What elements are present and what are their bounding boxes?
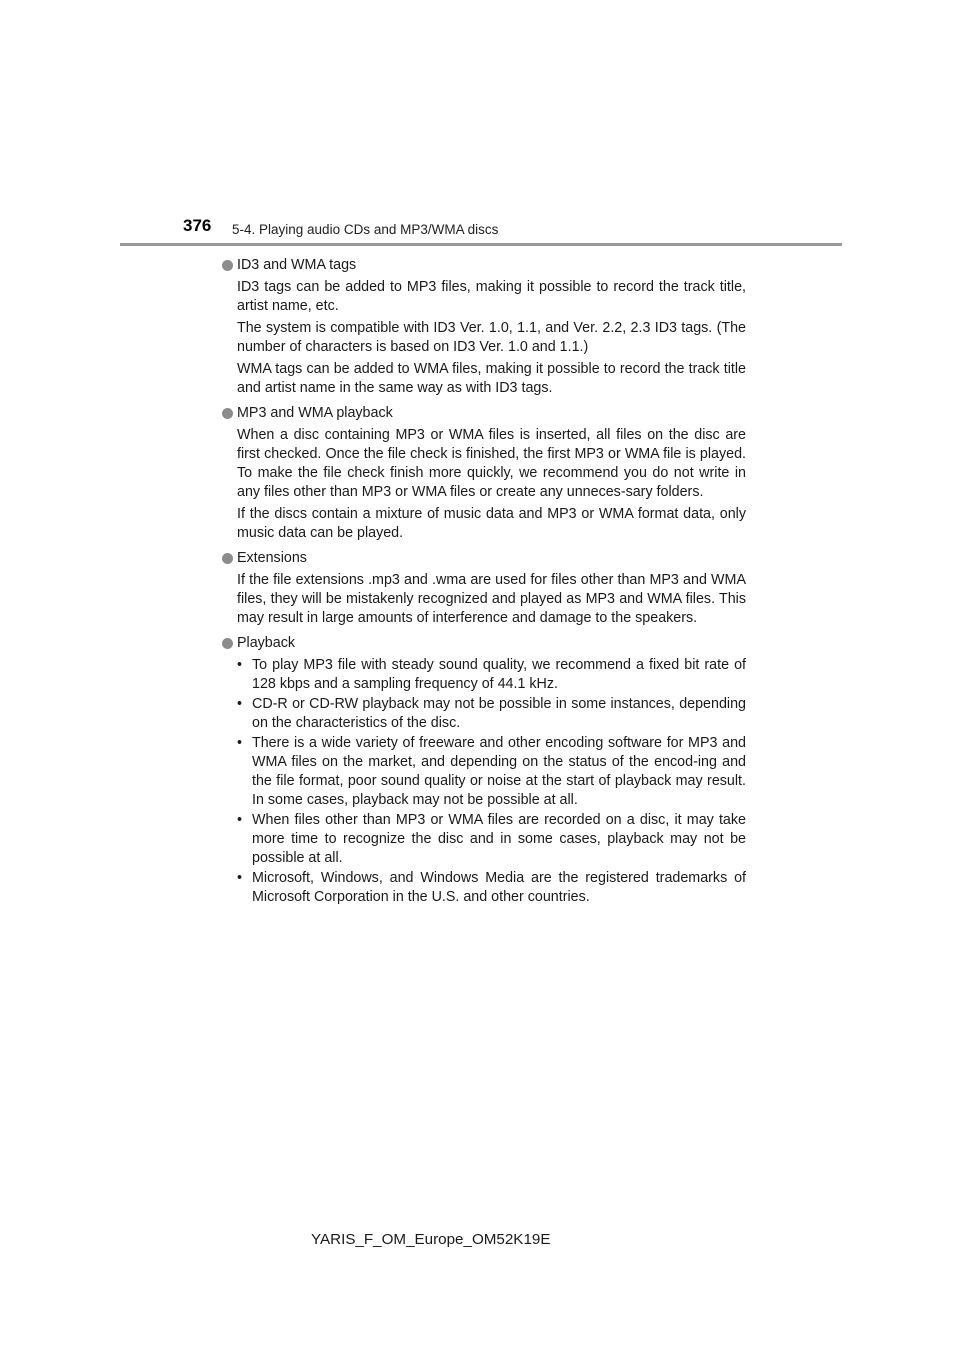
playback-list [237,656,746,907]
paragraph: When a disc containing MP3 or WMA files is inserted, all files on the disc are first checked. Once the file check is finished, the first MP3 or WMA file is played. To make the file check finish more quickly, we recommend you do not write in any files other than MP3 or WMA files or create any unneces-sary folders. [237,427,746,500]
list-item-text: There is a wide variety of freeware and other encoding software for MP3 and WMA files on the market, and depending on the status of the encod-ing and the file format, poor sound quality or noise at the start of playback may result. In some cases, playback may not be possible at all. [252,735,746,808]
page-content [222,256,746,913]
heading-text: MP3 and WMA playback [237,405,393,421]
list-item [237,695,746,733]
section-title: 5-4. Playing audio CDs and MP3/WMA discs [232,222,499,237]
section-heading [222,634,746,653]
header-rule [120,243,842,246]
list-bullet: • [237,735,243,751]
section-playback [222,634,746,907]
paragraph: The system is compatible with ID3 Ver. 1.0, 1.1, and Ver. 2.2, 2.3 ID3 tags. (The number of characters is based on ID3 Ver. 1.0 and 1.1.) [237,320,746,355]
list-bullet: • [237,696,243,712]
section-heading [222,549,746,568]
bullet-circle-icon [222,408,233,419]
heading-text: Playback [237,635,296,651]
list-item [237,811,746,868]
list-item-text: When files other than MP3 or WMA files are recorded on a disc, it may take more time to recognize the disc and in some cases, playback may not be possible at all. [252,812,746,866]
list-item-text: Microsoft, Windows, and Windows Media are the registered trademarks of Microsoft Corporation in the U.S. and other countries. [252,870,746,905]
section-heading [222,404,746,423]
page-number: 376 [183,216,212,235]
list-bullet: • [237,812,243,828]
bullet-circle-icon [222,638,233,649]
heading-text: ID3 and WMA tags [237,257,357,273]
section-id3-wma-tags [222,256,746,398]
section-heading [222,256,746,275]
list-item [237,656,746,694]
list-bullet: • [237,870,243,886]
list-item-text: To play MP3 file with steady sound quality, we recommend a fixed bit rate of 128 kbps and a sampling frequency of 44.1 kHz. [252,657,746,692]
heading-text: Extensions [237,550,307,566]
list-item [237,869,746,907]
bullet-circle-icon [222,260,233,271]
list-item-text: CD-R or CD-RW playback may not be possible in some instances, depending on the characteristics of the disc. [252,696,746,731]
paragraph: If the discs contain a mixture of music data and MP3 or WMA format data, only music data can be played. [237,506,746,541]
bullet-circle-icon [222,553,233,564]
footer-document-code: YARIS_F_OM_Europe_OM52K19E [311,1231,551,1248]
list-item [237,734,746,810]
section-mp3-wma-playback [222,404,746,543]
paragraph: If the file extensions .mp3 and .wma are used for files other than MP3 and WMA files, they will be mistakenly recognized and played as MP3 and WMA files. This may result in large amounts of interference and damage to the speakers. [237,572,746,626]
paragraph: ID3 tags can be added to MP3 files, making it possible to record the track title, artist name, etc. [237,279,746,314]
section-extensions [222,549,746,628]
list-bullet: • [237,657,243,673]
paragraph: WMA tags can be added to WMA files, making it possible to record the track title and artist name in the same way as with ID3 tags. [237,361,746,396]
